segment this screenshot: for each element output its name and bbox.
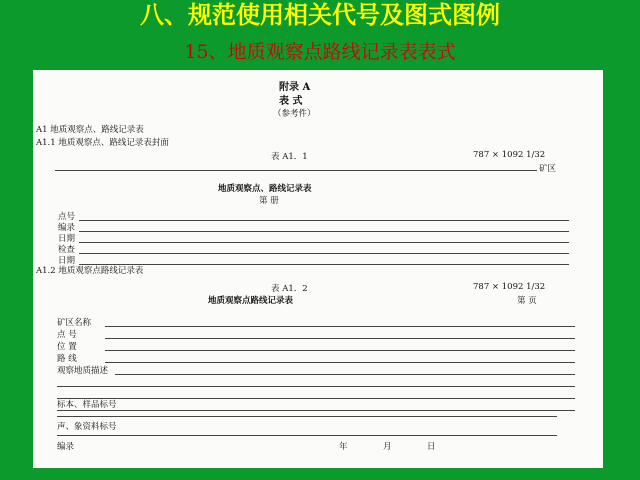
audio-line <box>57 435 557 436</box>
record-field-line <box>105 350 575 351</box>
audio-label: 声、象资料标号 <box>57 422 117 432</box>
slide-subtitle: 15、地质观察点路线记录表表式 <box>184 41 456 63</box>
cover-field-line <box>79 253 569 254</box>
appendix-note: （参考件） <box>273 109 316 119</box>
cover-field-line <box>79 242 569 243</box>
recorder-label: 编录 <box>57 442 75 452</box>
record-page: 第 页 <box>517 296 537 306</box>
section-a1-2: A1.2 地质观察点路线记录表 <box>36 266 144 276</box>
slide-title: 八、规范使用相关代号及图式图例 <box>140 1 500 29</box>
record-field-label: 点 号 <box>57 330 77 340</box>
record-field-line <box>105 338 575 339</box>
description-line <box>57 386 575 387</box>
section-a1-1: A1.1 地质观察点、路线记录表封面 <box>36 138 169 148</box>
record-field-line <box>105 362 575 363</box>
sample-label: 标本、样品标号 <box>57 400 117 410</box>
cover-table-label: 表 A1．1 <box>271 152 308 162</box>
cover-mine-area: 矿区 <box>539 164 557 174</box>
cover-field-label: 检查 <box>58 245 76 255</box>
cover-volume: 第 册 <box>259 196 279 206</box>
scanned-form <box>33 70 603 468</box>
cover-format: 787 × 1092 1/32 <box>473 150 546 160</box>
section-a1: A1 地质观察点、路线记录表 <box>36 125 144 135</box>
record-table-label: 表 A1．2 <box>271 284 308 294</box>
year-label: 年 <box>339 442 348 452</box>
record-field-label: 位 置 <box>57 342 77 352</box>
cover-field-line <box>79 231 569 232</box>
record-field-label: 观察地质描述 <box>57 366 109 376</box>
record-field-line <box>105 326 575 327</box>
cover-field-label: 日期 <box>58 256 76 266</box>
cover-field-label: 点号 <box>58 212 76 222</box>
description-line <box>57 398 575 399</box>
mine-area-line <box>55 170 537 171</box>
month-label: 月 <box>383 442 392 452</box>
cover-field-line <box>79 220 569 221</box>
record-format: 787 × 1092 1/32 <box>473 282 546 292</box>
record-field-label: 矿区名称 <box>57 318 92 328</box>
record-field-line <box>115 374 575 375</box>
cover-field-line <box>79 264 569 265</box>
appendix-heading: 附录 A <box>279 82 311 93</box>
cover-field-label: 日期 <box>58 234 76 244</box>
record-field-label: 路 线 <box>57 354 77 364</box>
cover-form-title: 地质观察点、路线记录表 <box>218 184 312 194</box>
sample-line <box>57 416 557 417</box>
cover-field-label: 编录 <box>58 223 76 233</box>
day-label: 日 <box>427 442 436 452</box>
description-line <box>57 410 575 411</box>
appendix-title: 表 式 <box>279 96 303 107</box>
record-form-title: 地质观察点路线记录表 <box>208 296 294 306</box>
